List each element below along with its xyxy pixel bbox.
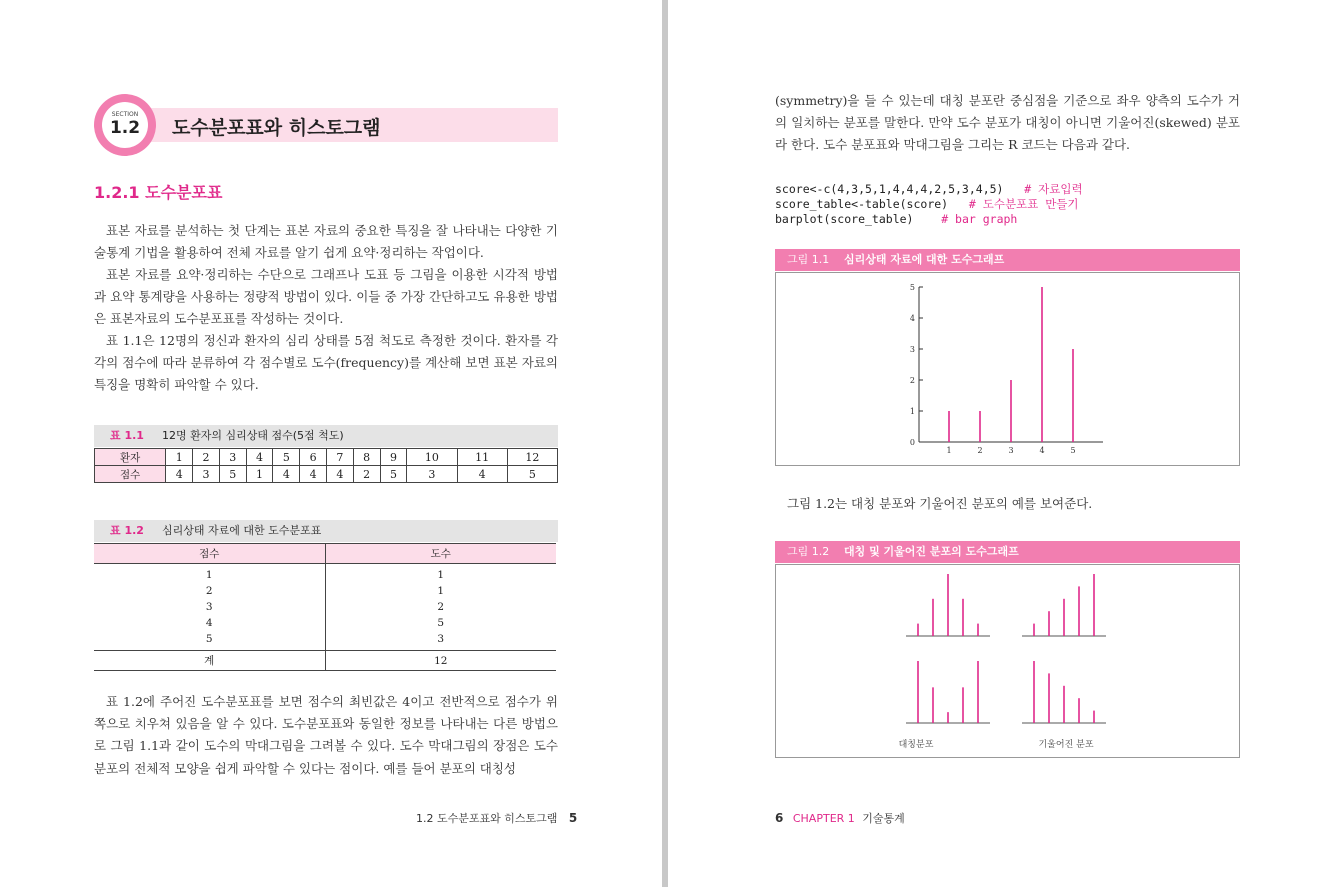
table1-cell: 4 <box>273 466 300 483</box>
table1-cell: 2 <box>193 449 220 466</box>
table2-cell: 1 <box>437 585 445 597</box>
code-line-2: score_table<-table(score) <box>775 197 949 211</box>
figure1-title: 심리상태 자료에 대한 도수그래프 <box>844 253 1005 266</box>
table1-row-head: 점수 <box>95 466 166 483</box>
table2-title: 심리상태 자료에 대한 도수분포표 <box>162 524 322 537</box>
table2 <box>94 543 556 671</box>
table1-cell: 5 <box>273 449 300 466</box>
paragraph-4: 표 1.2에 주어진 도수분포표를 보면 점수의 최빈값은 4이고 전반적으로 점수가 위쪽으로 치우쳐 있음을 알 수 있다. 도수분포표와 동일한 정보를 나타내는 다른 방법으로 그림 1.1과 같이 도수의 막대그림을 그려볼 수 있다. 도수 막대그림의 장점은 도수분포의 전체적 모양을 쉽게 파악할 수 있다는 점이다. 예를 들어 분포의 대칭성 <box>94 694 558 776</box>
x-tick-label: 3 <box>1008 446 1014 455</box>
table1-cell: 1 <box>246 466 273 483</box>
figure2-label: 그림 1.2 <box>787 545 830 558</box>
table1 <box>94 448 558 483</box>
table1-label: 표 1.1 <box>110 429 144 442</box>
table1-cell: 2 <box>353 466 380 483</box>
code-block <box>775 182 1083 227</box>
table2-header-row <box>94 544 556 564</box>
figure1-caption <box>775 249 1240 271</box>
table2-cell: 3 <box>94 599 325 615</box>
figure2-label-symmetric: 대칭분포 <box>898 740 934 750</box>
code-comment-2: # 도수분포표 만들기 <box>968 197 1079 211</box>
section-badge-inner <box>102 102 148 148</box>
paragraph-2: 표본 자료를 요약·정리하는 수단으로 그래프나 도표 등 그림을 이용한 시각적 방법과 요약 통계량을 사용하는 정량적 방법이 있다. 이들 중 가장 간단하고도 유용한 방법은 표본자료의 도수분포표를 작성하는 것이다. <box>94 267 558 327</box>
table-row <box>94 631 556 651</box>
code-comment-3: # bar graph <box>941 212 1018 226</box>
table1-cell: 4 <box>326 466 353 483</box>
table1-cell: 4 <box>166 466 193 483</box>
table-row <box>94 615 556 631</box>
table1-cell: 4 <box>246 449 273 466</box>
footer-chapter-title: 기술통계 <box>862 812 905 825</box>
x-tick-label: 2 <box>977 446 983 455</box>
y-tick-label: 3 <box>909 345 915 354</box>
y-tick-label: 4 <box>909 314 915 323</box>
table1-row-score <box>95 466 558 483</box>
figure2-chart <box>776 565 1239 757</box>
table1-cell: 5 <box>380 466 407 483</box>
section-number: 1.2 <box>109 118 141 138</box>
table2-cell: 2 <box>437 601 445 613</box>
paragraph-right-2: 그림 1.2는 대칭 분포와 기울어진 분포의 예를 보여준다. <box>787 496 1093 511</box>
y-tick-label: 2 <box>909 376 915 385</box>
footer-left <box>416 810 577 826</box>
y-tick-label: 1 <box>909 407 915 416</box>
table2-cell: 1 <box>94 564 325 584</box>
table2-col-score: 점수 <box>94 544 325 564</box>
table2-cell: 5 <box>94 631 325 651</box>
table1-cell: 7 <box>326 449 353 466</box>
table2-label: 표 1.2 <box>110 524 144 537</box>
table2-total-row <box>94 651 556 671</box>
table1-cell: 12 <box>507 449 557 466</box>
section-title: 도수분포표와 히스토그램 <box>172 117 381 139</box>
figure1-label: 그림 1.1 <box>787 253 830 266</box>
table1-cell: 4 <box>457 466 507 483</box>
table-row <box>94 599 556 615</box>
subsection-title: 1.2.1 도수분포표 <box>94 183 223 202</box>
table2-cell: 4 <box>94 615 325 631</box>
table2-total-value: 12 <box>325 651 556 671</box>
paragraph-1: 표본 자료를 분석하는 첫 단계는 표본 자료의 중요한 특징을 잘 나타내는 다양한 기술통계 기법을 활용하여 전체 자료를 알기 쉽게 요약·정리하는 작업이다. <box>94 223 558 261</box>
footer-right <box>775 810 905 826</box>
code-line-3: barplot(score_table) <box>775 212 914 226</box>
table1-cell: 3 <box>407 466 457 483</box>
table2-col-frequency: 도수 <box>325 544 556 564</box>
table2-cell: 3 <box>437 633 445 645</box>
table1-cell: 11 <box>457 449 507 466</box>
code-comment-1: # 자료입력 <box>1024 182 1083 196</box>
footer-left-title: 1.2 도수분포표와 히스토그램 <box>416 812 558 825</box>
figure1-box <box>775 272 1240 466</box>
table2-total-label: 계 <box>94 651 325 671</box>
table2-cell: 2 <box>94 583 325 599</box>
table2-cell: 5 <box>437 617 445 629</box>
y-tick-label: 5 <box>909 283 915 292</box>
table1-row-head: 환자 <box>95 449 166 466</box>
page-number-right: 6 <box>775 811 784 825</box>
table1-cell: 10 <box>407 449 457 466</box>
figure1-chart <box>776 273 1239 465</box>
page-number-left: 5 <box>568 811 578 825</box>
figure2-caption <box>775 541 1240 563</box>
table1-cell: 6 <box>300 449 327 466</box>
section-small-label: SECTION <box>111 111 139 118</box>
figure2-label-skewed: 기울어진 분포 <box>1038 740 1094 750</box>
code-line-1: score<-c(4,3,5,1,4,4,4,2,5,3,4,5) <box>775 182 1004 196</box>
table-row <box>94 564 556 584</box>
figure2-box <box>775 564 1240 758</box>
x-tick-label: 4 <box>1039 446 1045 455</box>
table2-caption <box>94 520 558 542</box>
table1-cell: 5 <box>507 466 557 483</box>
paragraph-3: 표 1.1은 12명의 정신과 환자의 심리 상태를 5점 척도로 측정한 것이다. 환자를 각각의 점수에 따라 분류하여 각 점수별로 도수(frequency)를 계산해 보면 표본 자료의 특징을 명확히 파악할 수 있다. <box>94 333 558 393</box>
table1-cell: 3 <box>219 449 246 466</box>
table1-caption <box>94 425 558 447</box>
footer-chapter: CHAPTER 1 <box>792 812 855 825</box>
table1-title: 12명 환자의 심리상태 점수(5점 척도) <box>162 429 344 442</box>
y-tick-label: 0 <box>909 438 915 447</box>
table1-cell: 1 <box>166 449 193 466</box>
table1-cell: 3 <box>193 466 220 483</box>
table1-cell: 5 <box>219 466 246 483</box>
x-tick-label: 5 <box>1070 446 1076 455</box>
table1-cell: 4 <box>300 466 327 483</box>
paragraph-right-1: (symmetry)을 들 수 있는데 대칭 분포란 중심점을 기준으로 좌우 양측의 도수가 거의 일치하는 분포를 말한다. 만약 도수 분포가 대칭이 아니면 기울어진(skewed) 분포라 한다. 도수 분포표와 막대그림을 그리는 R 코드는 다음과 같다. <box>775 93 1240 153</box>
table1-cell: 8 <box>353 449 380 466</box>
table1-row-patient <box>95 449 558 466</box>
table1-cell: 9 <box>380 449 407 466</box>
table-row <box>94 583 556 599</box>
figure2-title: 대칭 및 기울어진 분포의 도수그래프 <box>844 545 1019 558</box>
x-tick-label: 1 <box>946 446 952 455</box>
table2-cell: 1 <box>437 569 445 581</box>
